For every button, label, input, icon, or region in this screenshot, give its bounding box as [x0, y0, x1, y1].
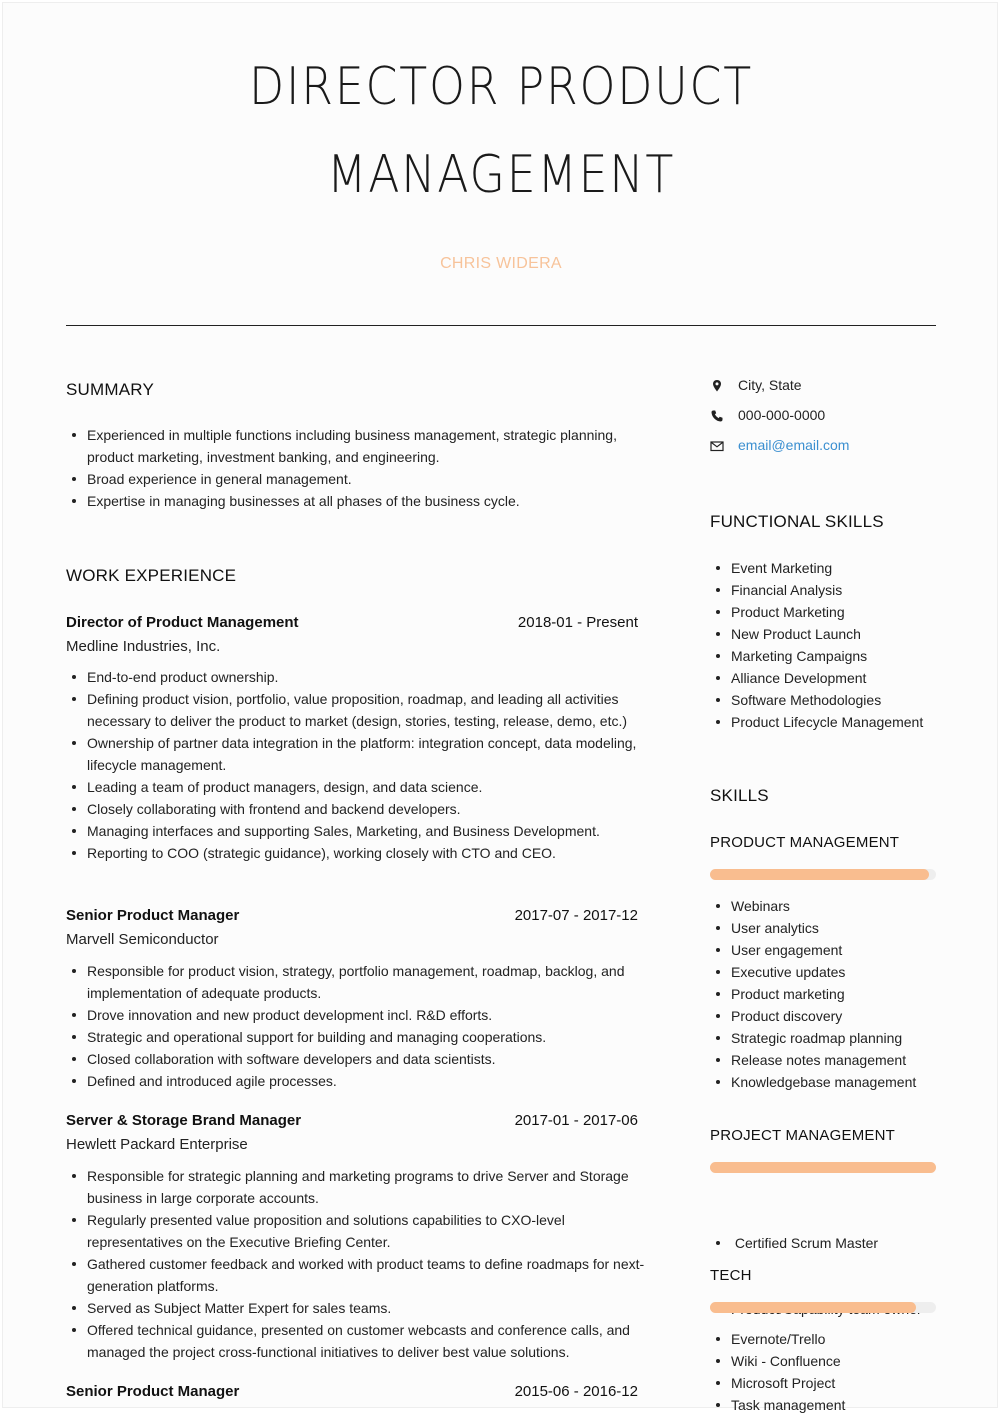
job-company: Medline Industries, Inc.	[66, 638, 221, 655]
functional-skill-item: Product Lifecycle Management	[731, 711, 971, 733]
resume-title-line1: DIRECTOR PRODUCT	[249, 57, 753, 117]
skill-group-title: TECH	[710, 1267, 752, 1284]
skills-heading: SKILLS	[710, 786, 769, 805]
skill-item: Task management	[731, 1394, 971, 1416]
skill-item: Wiki - Confluence	[731, 1350, 971, 1372]
job-bullet: Gathered customer feedback and worked with product teams to define roadmaps for next-generation platforms.	[87, 1253, 657, 1297]
skill-level-bar	[710, 869, 936, 880]
skill-level-bar	[710, 1162, 936, 1173]
functional-skill-item: Marketing Campaigns	[731, 645, 971, 667]
skill-level-fill	[710, 869, 929, 880]
skill-item: User analytics	[731, 917, 971, 939]
resume-page	[2, 2, 998, 1413]
job-bullet: Managing interfaces and supporting Sales, Marketing, and Business Development.	[87, 820, 667, 842]
summary-item: Broad experience in general management.	[87, 468, 657, 490]
skill-level-bar	[710, 1302, 936, 1313]
job-bullet: Offered technical guidance, presented on customer webcasts and conference calls, and managed the project cross-functional initiatives to deliver best value solutions.	[87, 1319, 657, 1363]
skill-group-title: PRODUCT MANAGEMENT	[710, 834, 900, 851]
functional-skills-list	[710, 557, 971, 733]
skill-item: Certified Scrum Master	[731, 1232, 971, 1254]
work-experience-heading: WORK EXPERIENCE	[66, 566, 237, 585]
job-bullet: Leading a team of product managers, design, and data science.	[87, 776, 667, 798]
functional-skills-heading: FUNCTIONAL SKILLS	[710, 512, 884, 531]
summary-heading: SUMMARY	[66, 380, 154, 399]
functional-skill-item: Software Methodologies	[731, 689, 971, 711]
location-text: City, State	[738, 377, 802, 393]
skill-group-title: PROJECT MANAGEMENT	[710, 1127, 896, 1144]
job-bullet: Closely collaborating with frontend and backend developers.	[87, 798, 667, 820]
job-bullet: Drove innovation and new product development incl. R&D efforts.	[87, 1004, 657, 1026]
functional-skill-item: Alliance Development	[731, 667, 971, 689]
candidate-name: CHRIS WIDERA	[440, 255, 562, 272]
job-bullet: Ownership of partner data integration in the platform: integration concept, data modeling, lifecycle management.	[87, 732, 667, 776]
job-title: Server & Storage Brand Manager	[66, 1112, 302, 1129]
job-bullet: Reporting to COO (strategic guidance), working closely with CTO and CEO.	[87, 842, 667, 864]
skill-item: Knowledgebase management	[731, 1071, 971, 1093]
job-dates: 2017-07 - 2017-12	[514, 907, 638, 924]
skill-item: Webinars	[731, 895, 971, 917]
job-bullets	[66, 666, 667, 864]
skill-item: Executive updates	[731, 961, 971, 983]
job-bullet: Responsible for product vision, strategy, portfolio management, roadmap, backlog, and implementation of adequate products.	[87, 960, 657, 1004]
skill-item: Strategic roadmap planning	[731, 1027, 971, 1049]
functional-skill-item: Financial Analysis	[731, 579, 971, 601]
job-bullet: Served as Subject Matter Expert for sales teams.	[87, 1297, 657, 1319]
skill-item: Evernote/Trello	[731, 1328, 971, 1350]
functional-skill-item: Product Marketing	[731, 601, 971, 623]
job-bullet: Regularly presented value proposition and solutions capabilities to CXO-level representatives on the Executive Briefing Center.	[87, 1209, 657, 1253]
skill-item: Product discovery	[731, 1005, 971, 1027]
job-dates: 2017-01 - 2017-06	[514, 1112, 638, 1129]
job-title: Senior Product Manager	[66, 907, 240, 924]
job-bullets	[66, 1165, 657, 1363]
job-bullet: Closed collaboration with software developers and data scientists.	[87, 1048, 657, 1070]
skill-level-fill	[710, 1302, 916, 1313]
job-title: Director of Product Management	[66, 614, 299, 631]
job-bullet: Defined and introduced agile processes.	[87, 1070, 657, 1092]
skill-item: Product marketing	[731, 983, 971, 1005]
job-bullet: Strategic and operational support for building and managing cooperations.	[87, 1026, 657, 1048]
job-dates: 2015-06 - 2016-12	[514, 1383, 638, 1400]
summary-list	[66, 424, 657, 512]
job-bullets	[66, 960, 657, 1092]
resume-title-line2: MANAGEMENT	[326, 145, 676, 205]
phone-icon	[710, 409, 724, 423]
skill-level-fill	[710, 1162, 936, 1173]
skill-group-list	[710, 1328, 971, 1416]
functional-skill-item: New Product Launch	[731, 623, 971, 645]
skill-item: Release notes management	[731, 1049, 971, 1071]
job-title: Senior Product Manager	[66, 1383, 240, 1400]
job-dates: 2018-01 - Present	[517, 614, 638, 631]
skill-item: Microsoft Project	[731, 1372, 971, 1394]
job-bullet: Defining product vision, portfolio, value proposition, roadmap, and leading all activities necessary to deliver the product to market (design, stories, testing, release, demo, etc.)	[87, 688, 667, 732]
email-link[interactable]: email@email.com	[738, 437, 850, 453]
functional-skill-item: Event Marketing	[731, 557, 971, 579]
skill-group-list	[710, 895, 971, 1093]
job-company: Marvell Semiconductor	[66, 931, 219, 948]
location-pin-icon	[710, 379, 724, 393]
summary-item: Expertise in managing businesses at all phases of the business cycle.	[87, 490, 657, 512]
job-bullet: Responsible for strategic planning and marketing programs to drive Server and Storage business in large corporate accounts.	[87, 1165, 657, 1209]
envelope-icon	[710, 439, 724, 453]
summary-item: Experienced in multiple functions including business management, strategic planning, product marketing, investment banking, and engineering.	[87, 424, 657, 468]
skill-item: User engagement	[731, 939, 971, 961]
job-company: Hewlett Packard Enterprise	[66, 1136, 248, 1153]
phone-text: 000-000-0000	[738, 407, 826, 423]
header-divider	[66, 325, 936, 326]
job-bullet: End-to-end product ownership.	[87, 666, 667, 688]
